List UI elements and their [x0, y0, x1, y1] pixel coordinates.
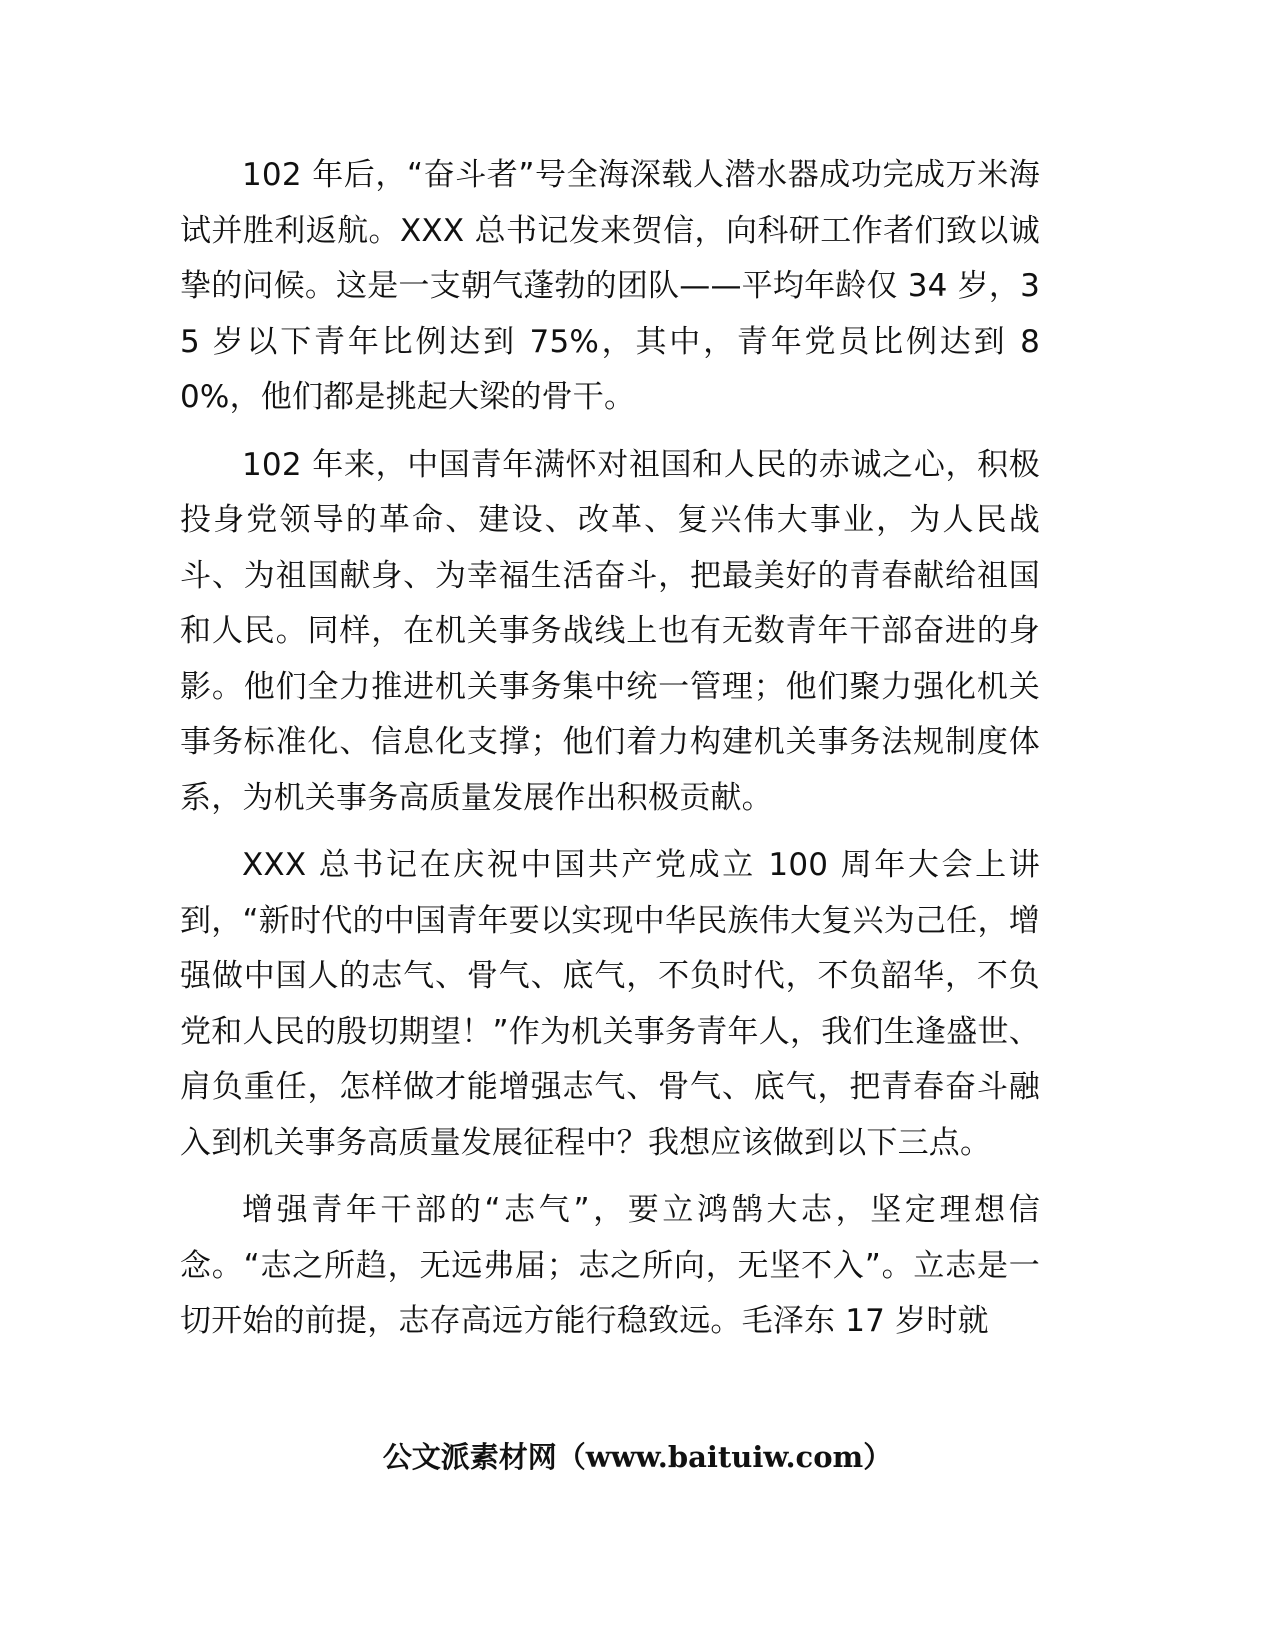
paragraph-3: XXX 总书记在庆祝中国共产党成立 100 周年大会上讲到，“新时代的中国青年要以实现中华民族伟大复兴为己任，增强做中国人的志气、骨气、底气，不负时代，不负韶华，不负党和人民的殷切期望！”作为机关事务青年人，我们生逢盛世、肩负重任，怎样做才能增强志气、骨气、底气，把青春奋斗融入到机关事务高质量发展征程中？我想应该做到以下三点。 [180, 847, 1040, 1161]
paragraph-4: 增强青年干部的“志气”，要立鸿鹄大志，坚定理想信念。“志之所趋，无远弗届；志之所向，无坚不入”。立志是一切开始的前提，志存高远方能行稳致远。毛泽东 17 岁时就 [180, 1192, 1040, 1339]
paragraph-1: 102 年后，“奋斗者”号全海深载人潜水器成功完成万米海试并胜利返航。XXX 总书记发来贺信，向科研工作者们致以诚挚的问候。这是一支朝气蓬勃的团队——平均年龄仅 34 岁，35 岁以下青年比例达到 75%，其中，青年党员比例达到 80%，他们都是挑起大梁的骨干。 [180, 157, 1040, 415]
paragraph-2: 102 年来，中国青年满怀对祖国和人民的赤诚之心，积极投身党领导的革命、建设、改革、复兴伟大事业，为人民战斗、为祖国献身、为幸福生活奋斗，把最美好的青春献给祖国和人民。同样，在机关事务战线上也有无数青年干部奋进的身影。他们全力推进机关事务集中统一管理；他们聚力强化机关事务标准化、信息化支撑；他们着力构建机关事务法规制度体系，为机关事务高质量发展作出积极贡献。 [180, 446, 1040, 816]
page-footer-watermark: 公文派素材网（www.baituiw.com） [382, 1440, 893, 1474]
document-body [180, 148, 1040, 1362]
